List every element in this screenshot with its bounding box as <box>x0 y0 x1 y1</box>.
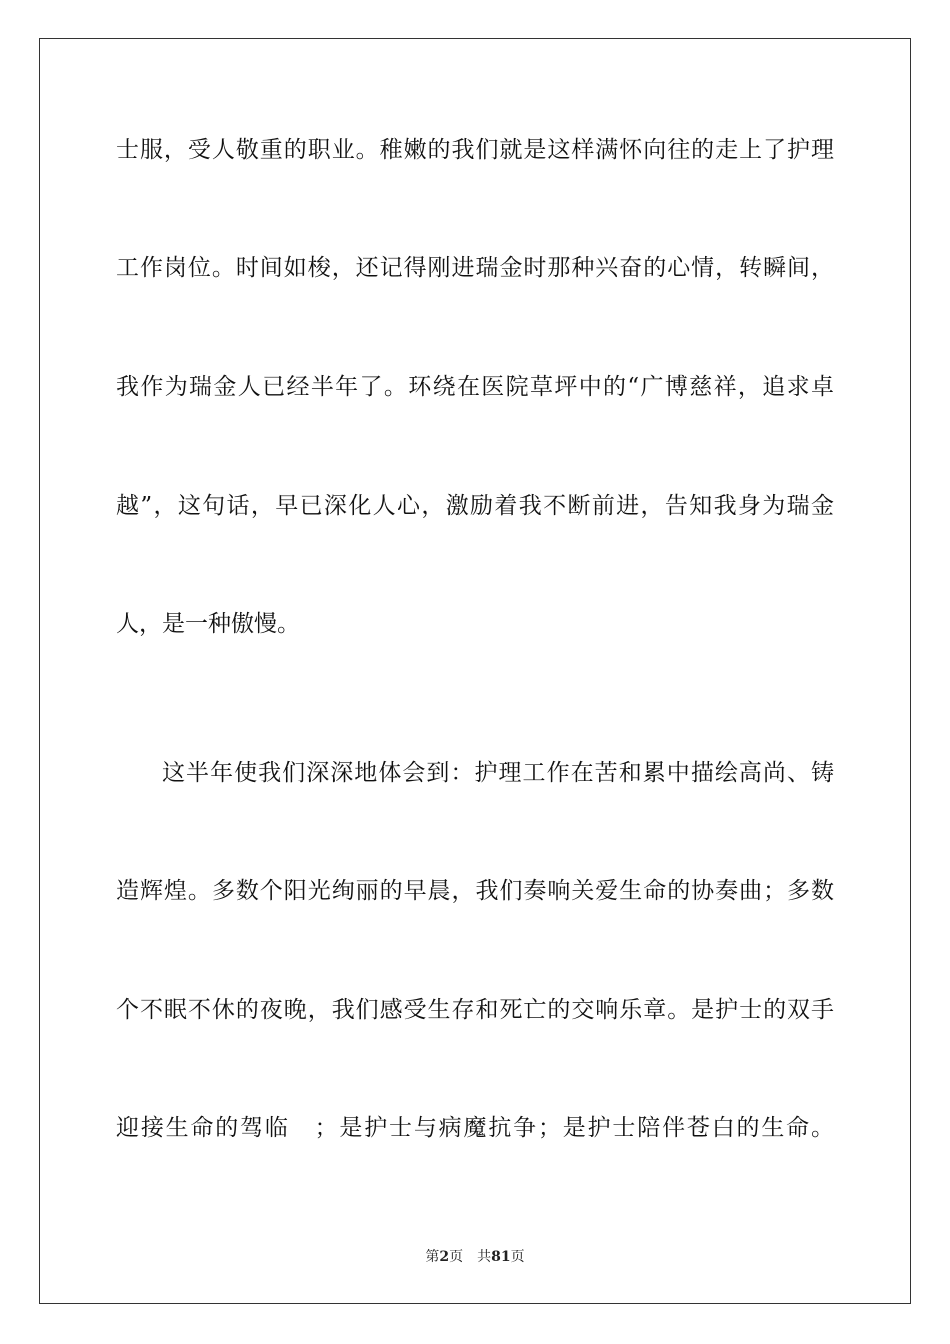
body-line-4: 越”，这句话，早已深化人心，激励着我不断前进，告知我身为瑞金 <box>116 493 834 519</box>
body-line-8: 个不眠不休的夜晚，我们感受生存和死亡的交响乐章。是护士的双手 <box>116 997 834 1023</box>
body-line-9: 迎接生命的驾临 ；是护士与病魔抗争；是护士陪伴苍白的生命。 <box>116 1115 834 1141</box>
body-line-7: 造辉煌。多数个阳光绚丽的早晨，我们奏响关爱生命的协奏曲；多数 <box>116 878 834 904</box>
body-line-2: 工作岗位。时间如梭，还记得刚进瑞金时那种兴奋的心情，转瞬间， <box>116 255 834 281</box>
body-line-5: 人，是一种傲慢。 <box>116 611 300 637</box>
body-line-6: 这半年使我们深深地体会到：护理工作在苦和累中描绘高尚、铸 <box>162 760 834 786</box>
page-footer <box>0 1248 950 1266</box>
body-line-3: 我作为瑞金人已经半年了。环绕在医院草坪中的“广博慈祥，追求卓 <box>116 374 834 400</box>
footer-page-suffix: 页 <box>449 1249 464 1265</box>
footer-page-number: 2 <box>439 1249 450 1265</box>
footer-total-prefix: 共 <box>477 1249 492 1265</box>
footer-total-suffix: 页 <box>510 1249 525 1265</box>
footer-total-pages: 81 <box>491 1249 511 1265</box>
footer-page-prefix: 第 <box>425 1249 440 1265</box>
body-line-1: 士服，受人敬重的职业。稚嫩的我们就是这样满怀向往的走上了护理 <box>116 137 834 163</box>
